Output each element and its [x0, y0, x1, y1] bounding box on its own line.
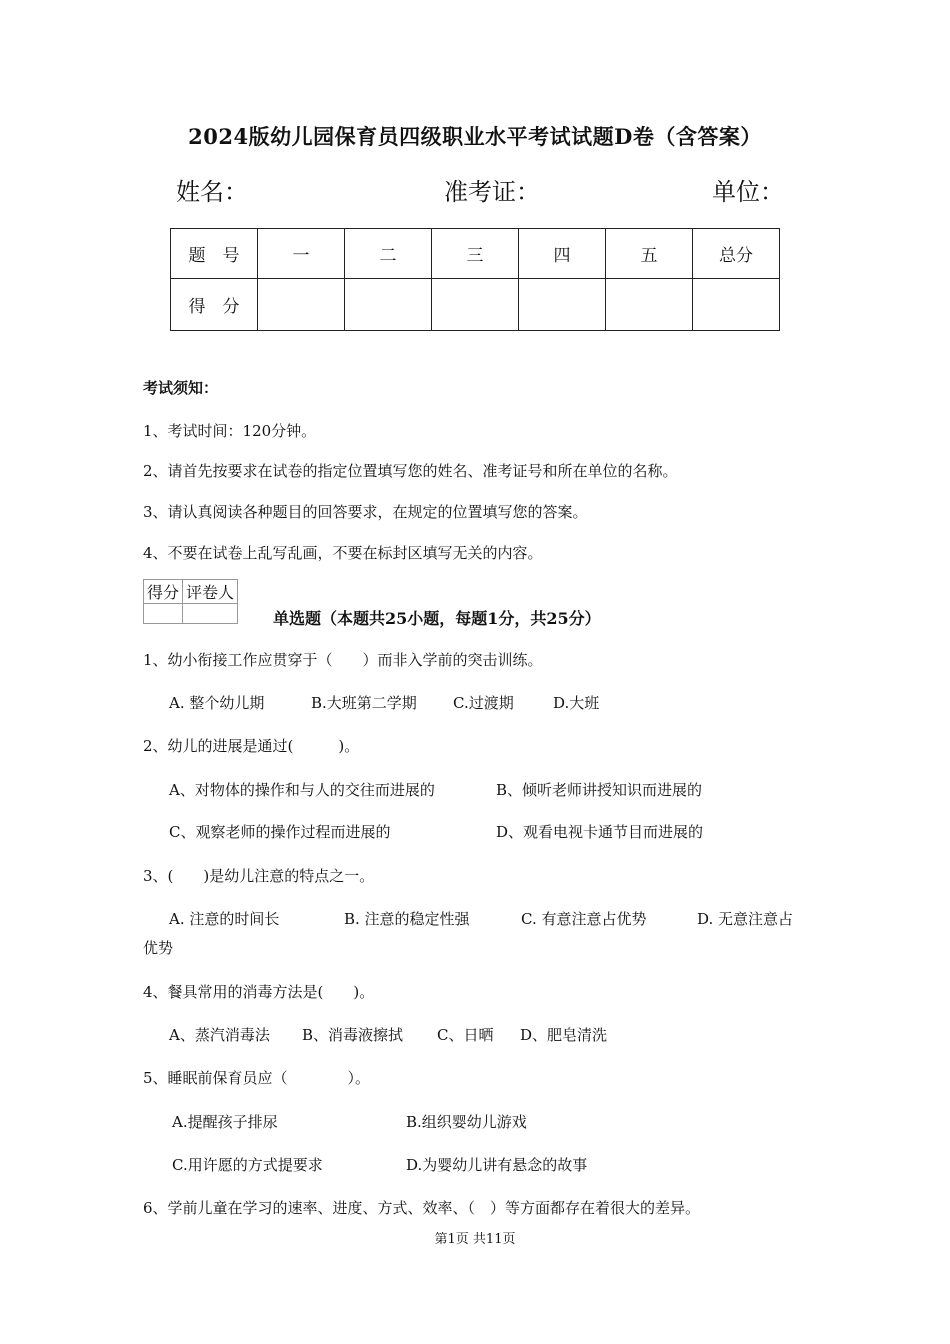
page-footer: 第1页 共11页	[434, 1232, 516, 1247]
question-4-option-b: B、消毒液擦拭	[302, 1026, 404, 1044]
unit-field-label: 单位：	[712, 178, 784, 206]
score-header-2: 二	[345, 229, 432, 279]
score-header-4: 四	[519, 229, 606, 279]
grader-reviewer-label: 评卷人	[183, 580, 238, 604]
notice-item-2: 2、请首先按要求在试卷的指定位置填写您的姓名、准考证号和所在单位的名称。	[143, 462, 678, 480]
score-table-score-row	[171, 279, 780, 331]
question-1-option-b: B.大班第二学期	[311, 694, 417, 712]
question-2-stem: 2、幼儿的进展是通过( )。	[143, 737, 360, 755]
question-4-option-a: A、蒸汽消毒法	[169, 1026, 270, 1044]
question-5-option-c: C.用许愿的方式提要求	[172, 1156, 323, 1174]
question-3-option-d: D. 无意注意占	[697, 910, 794, 928]
notice-heading: 考试须知：	[143, 379, 219, 397]
score-table	[170, 228, 780, 331]
notice-item-4: 4、不要在试卷上乱写乱画，不要在标封区填写无关的内容。	[143, 544, 543, 562]
score-header-label: 题 号	[171, 229, 258, 279]
grader-box	[143, 579, 238, 624]
grader-score-cell	[144, 604, 183, 624]
score-table-header-row	[171, 229, 780, 279]
exam-id-field-label: 准考证：	[444, 178, 540, 206]
notice-item-3: 3、请认真阅读各种题目的回答要求，在规定的位置填写您的答案。	[143, 503, 588, 521]
question-6-stem: 6、学前儿童在学习的速率、进度、方式、效率、（ ）等方面都存在着很大的差异。	[143, 1199, 701, 1217]
question-5-stem: 5、睡眠前保育员应（ ）。	[143, 1069, 371, 1087]
grader-score-label: 得分	[144, 580, 183, 604]
section-title: 单选题（本题共25小题，每题1分，共25分）	[273, 609, 601, 628]
score-cell-3	[432, 279, 519, 331]
question-4-option-c: C、日晒	[437, 1026, 494, 1044]
question-2-option-d: D、观看电视卡通节目而进展的	[496, 823, 704, 841]
question-3-option-d-continued: 优势	[143, 939, 174, 957]
question-4-option-d: D、肥皂清洗	[520, 1026, 608, 1044]
name-field-label: 姓名：	[176, 178, 248, 206]
score-cell-5	[606, 279, 693, 331]
question-5-option-b: B.组织婴幼儿游戏	[406, 1113, 527, 1131]
question-1-stem: 1、幼小衔接工作应贯穿于（ ）而非入学前的突击训练。	[143, 651, 543, 669]
grader-reviewer-cell	[183, 604, 238, 624]
question-5-option-a: A.提醒孩子排尿	[172, 1113, 278, 1131]
page-title: 2024版幼儿园保育员四级职业水平考试试题D卷（含答案）	[188, 124, 762, 149]
question-1-option-c: C.过渡期	[453, 694, 514, 712]
question-2-option-c: C、观察老师的操作过程而进展的	[169, 823, 391, 841]
question-3-option-c: C. 有意注意占优势	[521, 910, 647, 928]
question-2-option-b: B、倾听老师讲授知识而进展的	[496, 781, 703, 799]
score-cell-2	[345, 279, 432, 331]
score-cell-1	[258, 279, 345, 331]
score-cell-4	[519, 279, 606, 331]
question-1-option-d: D.大班	[553, 694, 600, 712]
question-2-option-a: A、对物体的操作和与人的交往而进展的	[169, 781, 435, 799]
question-1-option-a: A. 整个幼儿期	[169, 694, 265, 712]
score-header-1: 一	[258, 229, 345, 279]
question-3-option-b: B. 注意的稳定性强	[344, 910, 470, 928]
question-3-stem: 3、( )是幼儿注意的特点之一。	[143, 867, 375, 885]
notice-item-1: 1、考试时间：120分钟。	[143, 422, 317, 440]
question-5-option-d: D.为婴幼儿讲有悬念的故事	[406, 1156, 588, 1174]
question-4-stem: 4、餐具常用的消毒方法是( )。	[143, 983, 375, 1001]
score-header-3: 三	[432, 229, 519, 279]
score-header-total: 总分	[693, 229, 780, 279]
score-header-5: 五	[606, 229, 693, 279]
score-row-label: 得 分	[171, 279, 258, 331]
score-cell-total	[693, 279, 780, 331]
question-3-option-a: A. 注意的时间长	[169, 910, 280, 928]
